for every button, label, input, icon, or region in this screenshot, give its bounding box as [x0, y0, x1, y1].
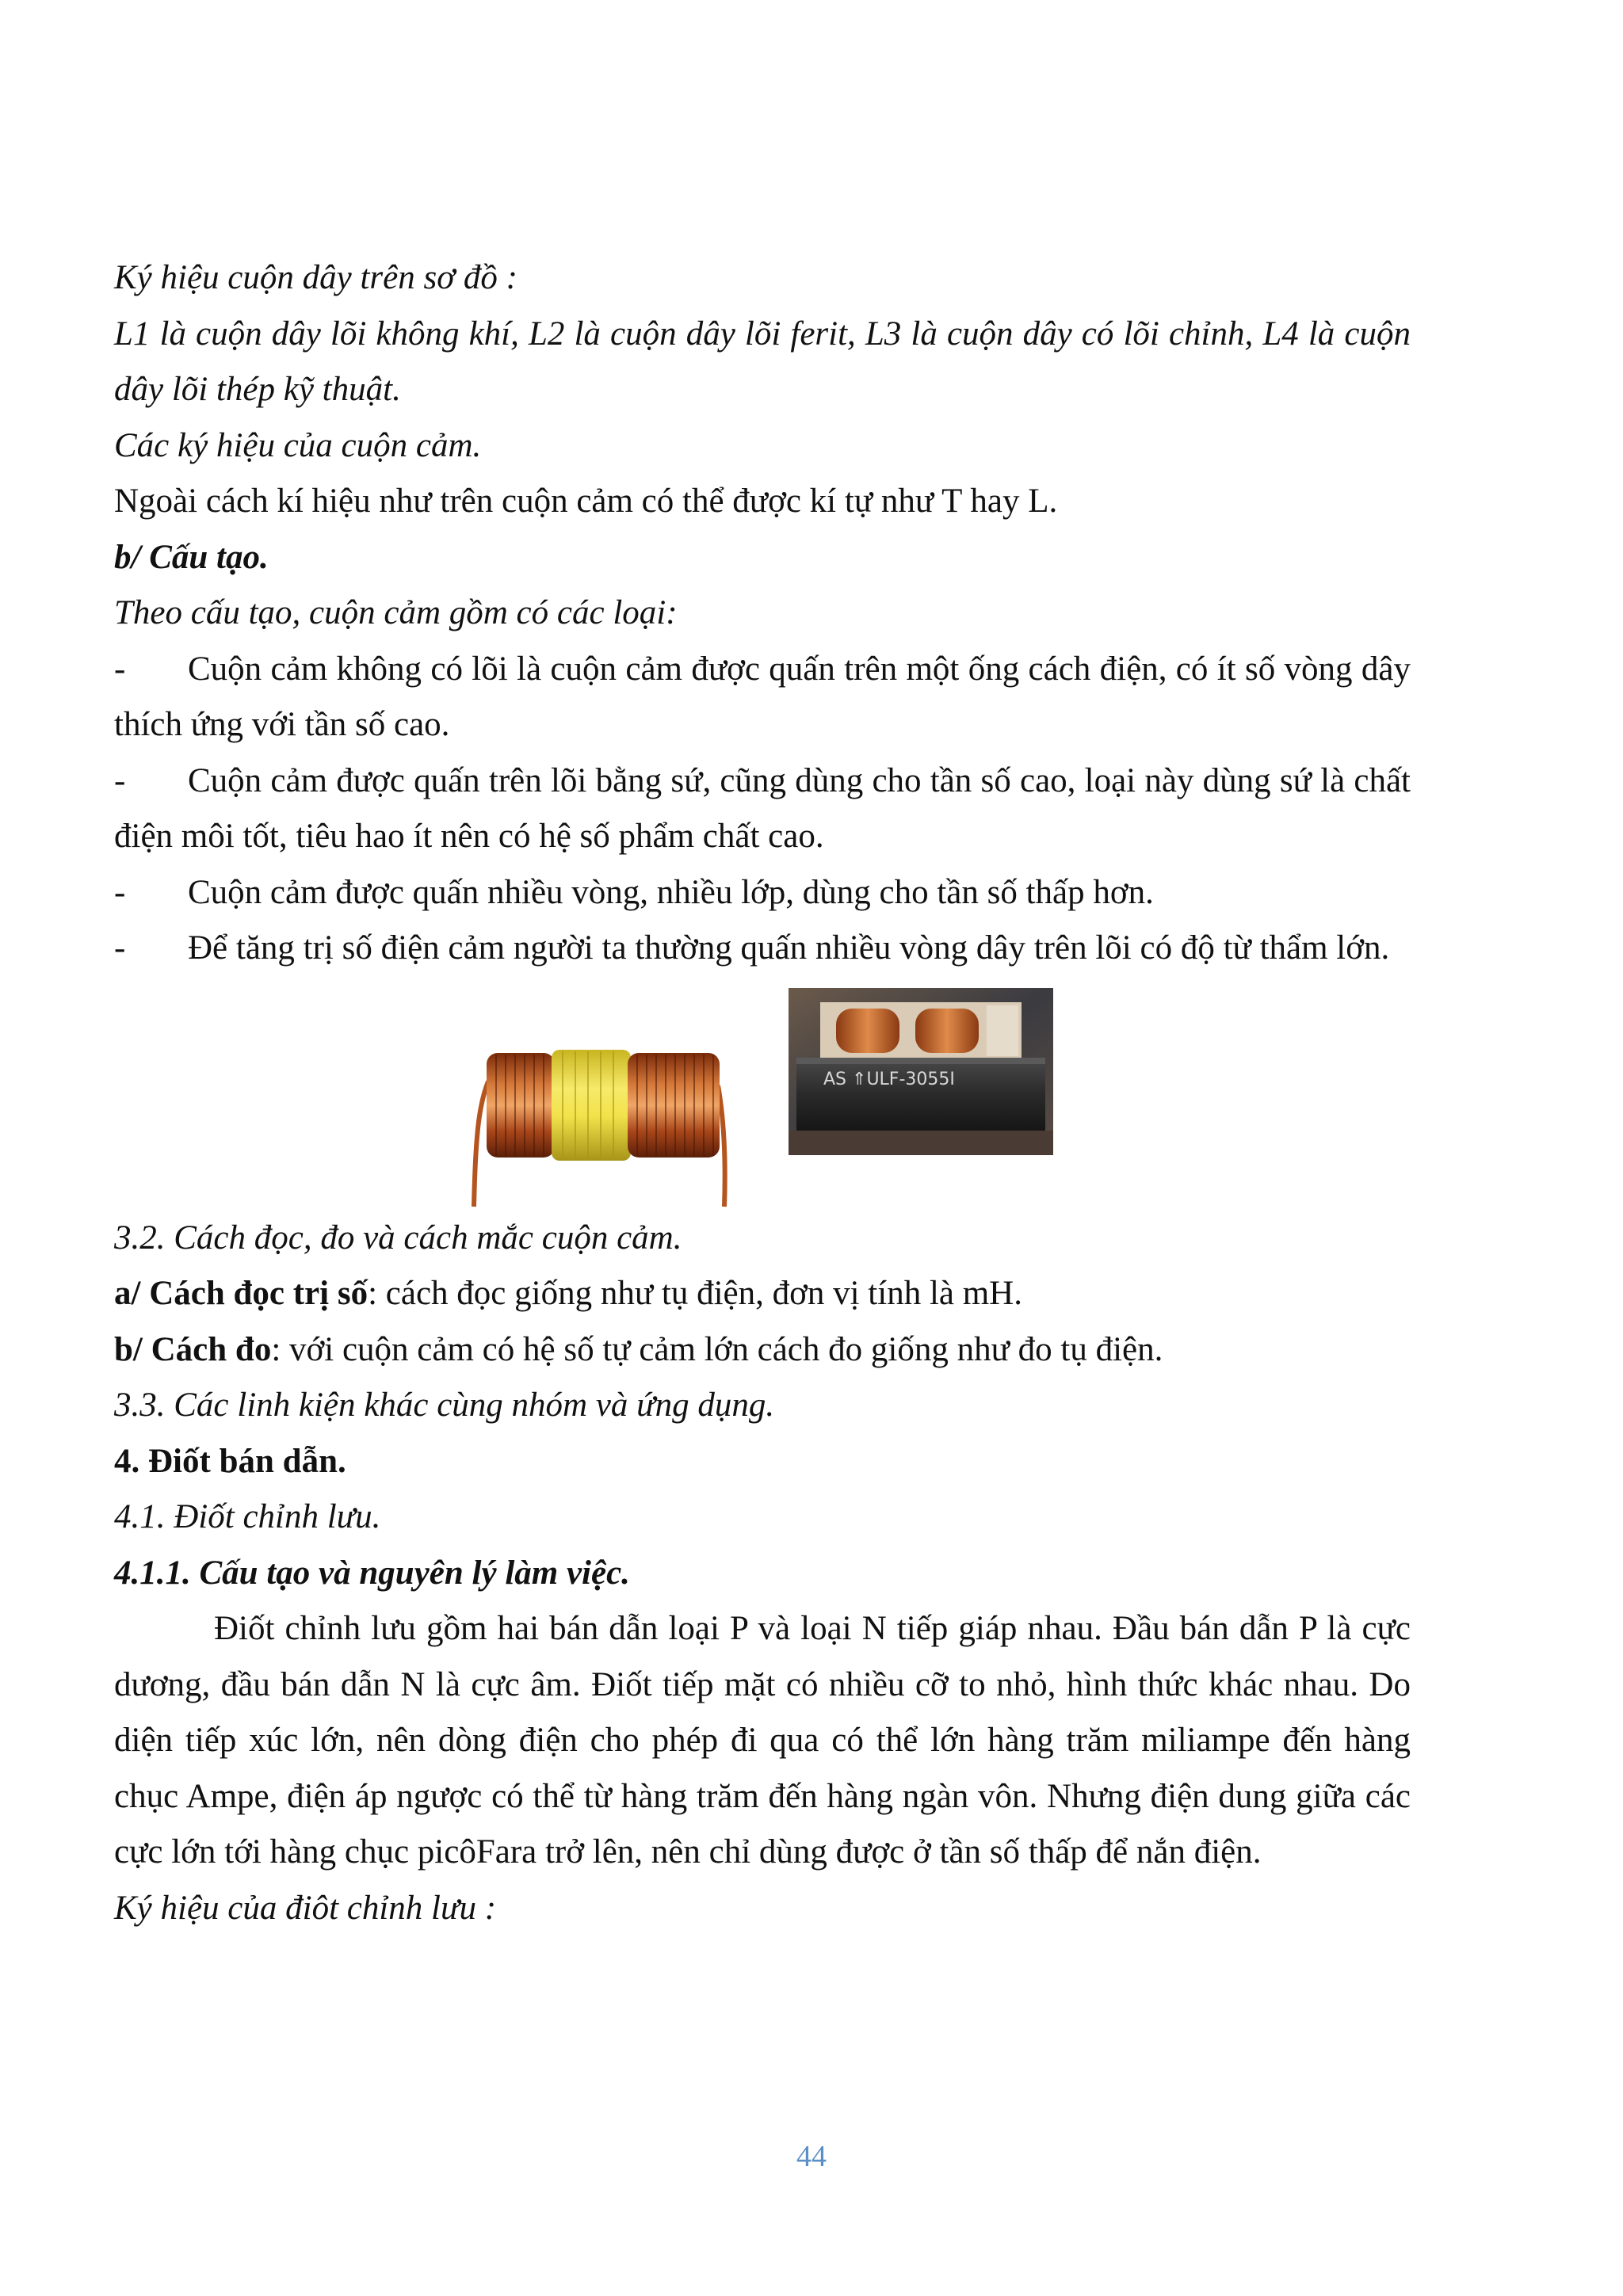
list-dash: -: [114, 873, 126, 911]
measure-text: : với cuộn cảm có hệ số tự cảm lớn cách đo giống như đo tụ điện.: [271, 1330, 1163, 1368]
inductor-letter-note: Ngoài cách kí hiệu như trên cuộn cảm có thể được kí tự như T hay L.: [114, 482, 1058, 520]
read-value-label: a/ Cách đọc trị số: [114, 1275, 369, 1312]
list-item: [114, 921, 1411, 977]
inductor-symbol-legend: L1 là cuộn dây lõi không khí, L2 là cuộn dây lõi ferit, L3 là cuộn dây có lõi chỉnh, L4 là cuộn dây lõi thép kỹ thuật.: [114, 315, 1411, 408]
inductor-photos: [114, 988, 1411, 1201]
list-item-text: Cuộn cảm không có lõi là cuộn cảm được quấn trên một ống cách điện, có ít số vòng dây thích ứng với tần số cao.: [114, 650, 1411, 743]
measure-label: b/ Cách đo: [114, 1330, 272, 1368]
inductor-symbols-note: Các ký hiệu của cuộn cảm.: [114, 426, 482, 464]
section-4-1-1-heading: 4.1.1. Cấu tạo và nguyên lý làm việc.: [114, 1554, 630, 1592]
list-item: [114, 753, 1411, 865]
read-value-text: : cách đọc giống như tụ điện, đơn vị tính là mH.: [368, 1275, 1022, 1312]
list-item-text: Để tăng trị số điện cảm người ta thường quấn nhiều vòng dây trên lõi có độ từ thẩm lớn.: [188, 929, 1390, 967]
structure-intro: Theo cấu tạo, cuộn cảm gồm có các loại:: [114, 594, 678, 631]
diode-symbol-caption: Ký hiệu của điôt chỉnh lưu :: [114, 1889, 497, 1927]
structure-heading: b/ Cấu tạo.: [114, 538, 269, 576]
list-item: [114, 642, 1411, 753]
section-4-heading: 4. Điốt bán dẫn.: [114, 1442, 346, 1480]
diode-body-paragraph: Điốt chỉnh lưu gồm hai bán dẫn loại P và loại N tiếp giáp nhau. Đầu bán dẫn P là cực dương, đầu bán dẫn N là cực âm. Điốt tiếp mặt có nhiều cỡ to nhỏ, hình thức khác nhau. Do diện tiếp xúc lớn, nên dòng điện cho phép đi qua có thể lớn hàng trăm miliampe đến hàng chục Ampe, điện áp ngược có thể từ hàng trăm đến hàng ngàn vôn. Nhưng điện dung giữa các cực lớn tới hàng chục picôFara trở lên, nên chỉ dùng được ở tần số thấp để nắn điện.: [114, 1610, 1411, 1871]
section-3-3-heading: 3.3. Các linh kiện khác cùng nhóm và ứng dụng.: [114, 1386, 775, 1424]
list-dash: -: [114, 650, 126, 688]
air-core-coil-photo: [456, 1026, 742, 1208]
transformer-part-label: AS ⇑ULF-3055I: [823, 1069, 955, 1089]
list-item-text: Cuộn cảm được quấn trên lõi bằng sứ, cũng dùng cho tần số cao, loại này dùng sứ là chất điện môi tốt, tiêu hao ít nên có hệ số phẩm chất cao.: [114, 761, 1411, 855]
ferrite-transformer-photo: [789, 988, 1053, 1155]
section-3-2-heading: 3.2. Cách đọc, đo và cách mắc cuộn cảm.: [114, 1219, 682, 1257]
page-content: [114, 250, 1411, 1936]
list-dash: -: [114, 929, 126, 967]
section-4-1-heading: 4.1. Điốt chỉnh lưu.: [114, 1498, 381, 1535]
list-item-text: Cuộn cảm được quấn nhiều vòng, nhiều lớp, dùng cho tần số thấp hơn.: [188, 873, 1154, 911]
list-item: [114, 865, 1411, 921]
section-3-2-a: [114, 1266, 1411, 1322]
section-3-2-b: [114, 1322, 1411, 1379]
page-number: 44: [796, 2140, 827, 2173]
inductor-symbol-caption: Ký hiệu cuộn dây trên sơ đồ :: [114, 259, 517, 296]
list-dash: -: [114, 761, 126, 799]
